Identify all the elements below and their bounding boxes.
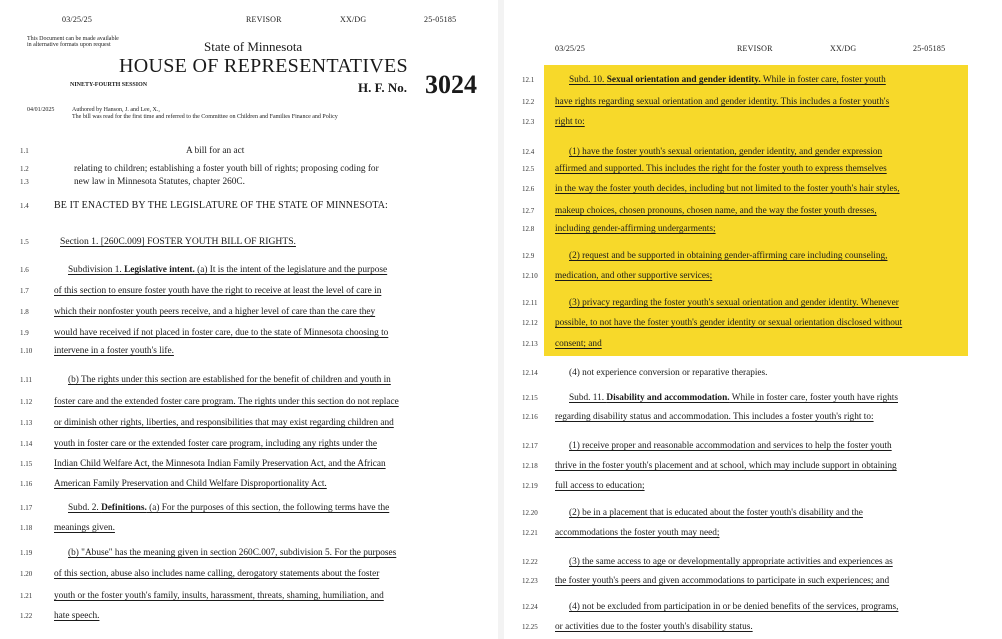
bill-text-line: which their nonfoster youth peers receive, and a higher level of care than the care they (54, 307, 376, 317)
subdivision-prefix: Subdivision 1. (68, 265, 125, 275)
line-number: 1.3 (20, 178, 29, 186)
header-initials: XX/DG (340, 15, 367, 24)
line-number: 1.2 (20, 165, 29, 173)
alt-format-notice-2: in alternative formats upon request (27, 42, 111, 48)
committee-referral: The bill was read for the first time and referred to the Committee on Children and Families Finance and Policy (72, 114, 338, 120)
line-number: 1.6 (20, 266, 29, 274)
house-title: HOUSE OF REPRESENTATIVES (119, 55, 408, 77)
bill-text-line: of this section, abuse also includes name calling, derogatory statements about the foster (54, 569, 380, 579)
line-number: 1.1 (20, 147, 29, 155)
header-office: REVISOR (246, 15, 282, 24)
hf-number: 3024 (425, 70, 477, 99)
hf-label: H. F. No. (358, 80, 407, 95)
line-number: 12.15 (522, 394, 538, 402)
line-number: 12.16 (522, 413, 538, 421)
line-number: 1.13 (20, 419, 33, 427)
bill-text-line: Indian Child Welfare Act, the Minnesota Indian Family Preservation Act, and the African (54, 459, 386, 469)
line-number: 12.10 (522, 272, 538, 280)
line-number: 1.5 (20, 238, 29, 246)
line-number: 12.5 (522, 165, 535, 173)
line-number: 12.2 (522, 98, 535, 106)
header-doc-number: 25-05185 (424, 15, 457, 24)
line-number: 12.24 (522, 603, 538, 611)
line-number: 1.14 (20, 440, 33, 448)
line-number: 1.10 (20, 347, 33, 355)
bill-text-line: (4) not be excluded from participation in or be denied benefits of the services, programs, (569, 602, 899, 612)
bill-text-line: (1) receive proper and reasonable accommodation and services to help the foster youth (569, 441, 892, 451)
line-number: 12.9 (522, 252, 535, 260)
bill-text-line: (4) not experience conversion or reparative therapies. (569, 368, 768, 378)
line-number: 12.14 (522, 369, 538, 377)
line-number: 1.17 (20, 504, 33, 512)
bill-text-line: affirmed and supported. This includes the right for the foster youth to express themselves (555, 164, 887, 174)
bill-text-line: hate speech. (54, 611, 100, 621)
bill-text-line: or activities due to the foster youth's disability status. (555, 622, 753, 632)
line-number: 1.20 (20, 570, 33, 578)
subdivision-heading: Definitions. (101, 503, 147, 513)
bill-text-line: American Family Preservation and Child Welfare Disproportionality Act. (54, 479, 327, 489)
line-number: 12.7 (522, 207, 535, 215)
bill-text-line: (2) be in a placement that is educated about the foster youth's disability and the (569, 508, 863, 518)
bill-text-line: right to: (555, 117, 585, 127)
line-number: 12.12 (522, 319, 538, 327)
line-number: 12.20 (522, 509, 538, 517)
bill-text-line: (2) request and be supported in obtaining gender-affirming care including counseling, (569, 251, 888, 261)
header-date: 03/25/25 (555, 44, 586, 53)
bill-text-line: (b) "Abuse" has the meaning given in section 260C.007, subdivision 5. For the purposes (68, 548, 397, 558)
bill-text-line: Section 1. [260C.009] FOSTER YOUTH BILL OF RIGHTS. (60, 236, 296, 247)
line-number: 1.22 (20, 612, 33, 620)
bill-text-line: (3) the same access to age or developmentally appropriate activities and experiences as (569, 557, 893, 567)
subdivision-heading: Disability and accommodation. (606, 393, 730, 403)
line-number: 12.19 (522, 482, 538, 490)
line-number: 12.17 (522, 442, 538, 450)
subdivision-prefix: Subd. 2. (68, 503, 102, 513)
bill-text-line: medication, and other supportive services; (555, 271, 713, 281)
bill-text-line: BE IT ENACTED BY THE LEGISLATURE OF THE STATE OF MINNESOTA: (54, 200, 388, 211)
line-number: 12.18 (522, 462, 538, 470)
bill-text-line: (1) have the foster youth's sexual orientation, gender identity, and gender expression (569, 147, 883, 157)
bill-text-line: relating to children; establishing a foster youth bill of rights; proposing coding for (74, 164, 379, 174)
line-number: 1.9 (20, 329, 29, 337)
bill-text-line: youth in foster care or the extended foster care program, including any rights under the (54, 439, 377, 449)
line-number: 1.19 (20, 549, 33, 557)
bill-text-line: of this section to ensure foster youth have the right to receive at least the level of care in (54, 286, 382, 296)
subdivision-heading: Legislative intent. (124, 265, 195, 275)
bill-text-line: (b) The rights under this section are established for the benefit of children and youth in (68, 375, 391, 385)
bill-text-line: thrive in the foster youth's placement and at school, which may include support in obtaining (555, 461, 897, 471)
bill-text-line: accommodations the foster youth may need; (555, 528, 720, 538)
line-text: While in foster care, foster youth have rights (729, 393, 898, 403)
line-number: 12.25 (522, 623, 538, 631)
header-office: REVISOR (737, 44, 773, 53)
line-number: 12.8 (522, 225, 535, 233)
bill-text-line: the foster youth's peers and given accommodations to participate in such experiences; and (555, 576, 890, 586)
bill-text-line: regarding disability status and accommodation. This includes a foster youth's right to: (555, 412, 874, 422)
bill-text-line: makeup choices, chosen pronouns, chosen name, and the way the foster youth dresses, (555, 206, 877, 216)
subdivision-prefix: Subd. 10. (569, 75, 607, 85)
line-number: 12.1 (522, 76, 535, 84)
bill-text-line: intervene in a foster youth's life. (54, 346, 174, 356)
line-number: 1.8 (20, 308, 29, 316)
bill-text-line: foster care and the extended foster care program. The rights under this section do not replace (54, 397, 399, 407)
header-date: 03/25/25 (62, 15, 93, 24)
line-number: 1.16 (20, 480, 33, 488)
bill-text-line: full access to education; (555, 481, 645, 491)
line-number: 1.11 (20, 376, 32, 384)
line-text: While in foster care, foster youth (760, 75, 886, 85)
bill-text-line: or diminish other rights, liberties, and responsibilities that may exist regarding children and (54, 418, 394, 428)
header-initials: XX/DG (830, 44, 857, 53)
line-number: 12.23 (522, 577, 538, 585)
bill-text-line: consent; and (555, 339, 602, 349)
line-number: 12.4 (522, 148, 535, 156)
line-text: (a) It is the intent of the legislature and the purpose (194, 265, 388, 275)
line-number: 12.6 (522, 185, 535, 193)
bill-text-line: youth or the foster youth's family, insults, harassment, threats, shaming, humiliation, and (54, 591, 384, 601)
line-number: 1.21 (20, 592, 33, 600)
line-number: 1.4 (20, 202, 29, 210)
bill-text-line: possible, to not have the foster youth's gender identity or sexual orientation disclosed without (555, 318, 903, 328)
line-number: 12.21 (522, 529, 538, 537)
intro-date: 04/01/2025 (27, 107, 55, 113)
state-name: State of Minnesota (204, 39, 303, 54)
bill-page-12 (504, 0, 1002, 639)
bill-text-line: (3) privacy regarding the foster youth's sexual orientation and gender identity. Whenever (569, 298, 899, 308)
bill-text-line (68, 502, 389, 514)
session-label: NINETY-FOURTH SESSION (70, 82, 148, 88)
line-text: (a) For the purposes of this section, the following terms have the (146, 503, 390, 513)
bill-text-line: including gender-affirming undergarments; (555, 224, 716, 234)
bill-text-line (569, 392, 898, 404)
bill-text-line: in the way the foster youth decides, including but not limited to the foster youth's hair styles, (555, 184, 900, 194)
subdivision-heading: Sexual orientation and gender identity. (606, 75, 761, 85)
line-number: 12.22 (522, 558, 538, 566)
bill-text-line (68, 264, 387, 276)
authors: Authored by Hanson, J. and Lee, X., (72, 107, 160, 113)
bill-text-line: A bill for an act (186, 146, 245, 156)
bill-text-line: meanings given. (54, 523, 115, 533)
bill-page-1 (0, 0, 498, 639)
subdivision-prefix: Subd. 11. (569, 393, 607, 403)
bill-text-line (569, 74, 886, 86)
line-number: 12.11 (522, 299, 538, 307)
bill-text-line: new law in Minnesota Statutes, chapter 260C. (74, 177, 245, 187)
bill-text-line: have rights regarding sexual orientation and gender identity. This includes a foster youth's (555, 97, 890, 107)
line-number: 1.15 (20, 460, 33, 468)
bill-text-line: would have received if not placed in foster care, due to the state of Minnesota choosing to (54, 328, 389, 338)
header-doc-number: 25-05185 (913, 44, 946, 53)
line-number: 12.3 (522, 118, 535, 126)
line-number: 1.18 (20, 524, 33, 532)
alt-format-notice-1: This Document can be made available (27, 36, 119, 42)
line-number: 1.7 (20, 287, 29, 295)
line-number: 1.12 (20, 398, 33, 406)
line-number: 12.13 (522, 340, 538, 348)
